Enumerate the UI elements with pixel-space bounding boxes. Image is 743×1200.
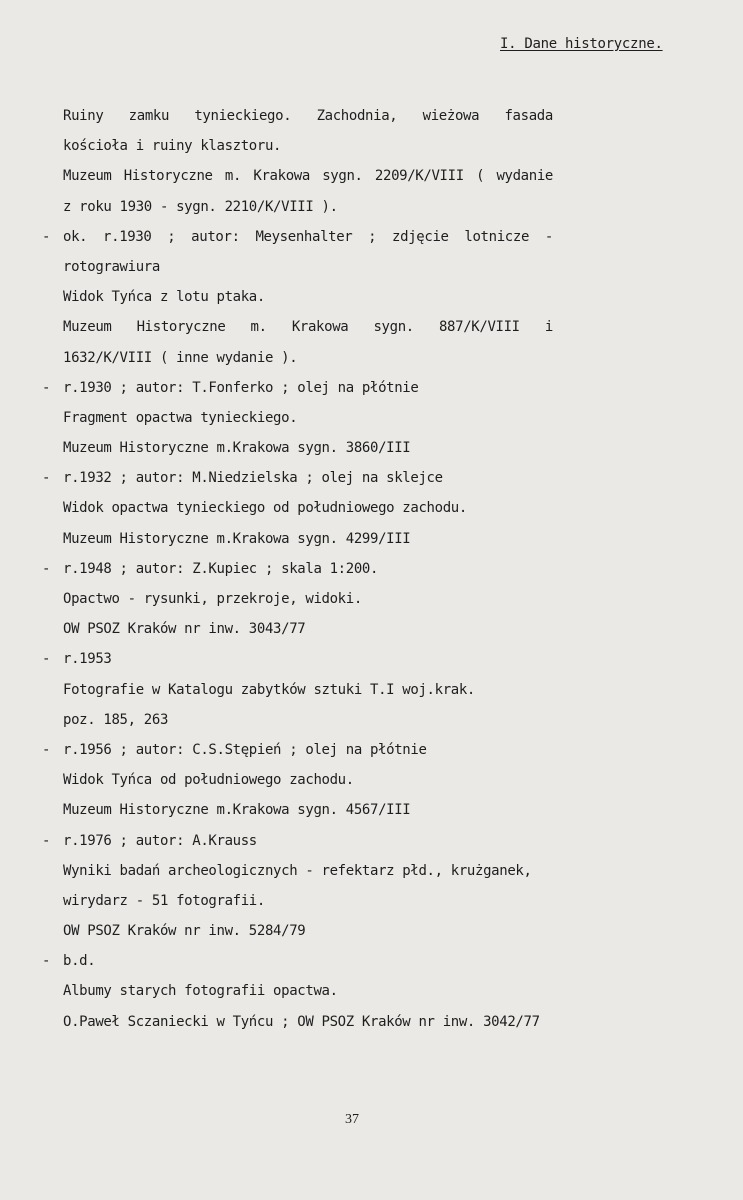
text-line xyxy=(42,287,562,317)
word: Historyczne xyxy=(123,168,213,185)
text-line xyxy=(42,498,562,528)
line-text: Fotografie w Katalogu zabytków sztuki T.I woj.krak. xyxy=(63,681,476,698)
text-line xyxy=(42,831,562,861)
section-header: I. Dane historyczne. xyxy=(500,36,663,52)
list-dash: - xyxy=(42,953,51,970)
line-text: r.1948 ; autor: Z.Kupiec ; skala 1:200. xyxy=(63,560,379,577)
text-line xyxy=(42,861,562,891)
word: Zachodnia, xyxy=(316,108,398,124)
line-text: Albumy starych fotografii opactwa. xyxy=(63,983,338,1000)
text-line xyxy=(42,770,562,800)
word: Muzeum xyxy=(63,168,112,185)
word: 2209/K/VIII xyxy=(374,168,464,185)
line-text: r.1932 ; autor: M.Niedzielska ; olej na sklejce xyxy=(63,470,443,487)
text-line xyxy=(42,438,562,468)
line-text: Fragment opactwa tynieckiego. xyxy=(63,409,298,426)
page-number: 37 xyxy=(345,1112,359,1127)
line-text: Muzeum Historyczne m.Krakowa sygn. 4567/III xyxy=(63,802,411,819)
word: zamku xyxy=(128,108,170,124)
list-dash: - xyxy=(42,379,51,396)
text-line xyxy=(42,197,562,227)
text-line xyxy=(42,257,562,287)
line-text: Wyniki badań archeologicznych - refektarz płd., krużganek, xyxy=(63,862,532,879)
word: ( xyxy=(476,168,485,185)
word: wieżowa xyxy=(422,108,480,124)
word: wydanie xyxy=(496,168,553,185)
text-line xyxy=(42,378,562,408)
word: r.1930 xyxy=(103,228,152,245)
line-text xyxy=(63,317,553,337)
text-line xyxy=(42,710,562,740)
text-line xyxy=(42,619,562,649)
text-line xyxy=(42,227,562,257)
word: ; xyxy=(368,228,377,245)
word: sygn. xyxy=(322,168,363,185)
line-text: r.1930 ; autor: T.Fonferko ; olej na płótnie xyxy=(63,379,419,396)
text-line xyxy=(42,136,562,166)
line-text: OW PSOZ Kraków nr inw. 3043/77 xyxy=(63,621,306,638)
text-line xyxy=(42,951,562,981)
word: ; xyxy=(167,228,176,245)
word: 887/K/VIII xyxy=(438,319,520,336)
line-text xyxy=(63,227,553,247)
line-text: b.d. xyxy=(63,953,96,970)
line-text: Muzeum Historyczne m.Krakowa sygn. 4299/III xyxy=(63,530,411,547)
line-text: kościoła i ruiny klasztoru. xyxy=(63,138,282,155)
word: Ruiny xyxy=(63,108,104,124)
line-text: Opactwo - rysunki, przekroje, widoki. xyxy=(63,591,362,607)
word: Historyczne xyxy=(136,319,226,336)
list-dash: - xyxy=(42,228,51,245)
word: zdjęcie xyxy=(392,228,449,245)
text-line xyxy=(42,891,562,921)
text-line xyxy=(42,649,562,679)
list-dash: - xyxy=(42,832,51,849)
text-line xyxy=(42,106,562,136)
line-text: r.1976 ; autor: A.Krauss xyxy=(63,832,257,849)
list-dash: - xyxy=(42,560,51,577)
line-text: r.1953 xyxy=(63,651,112,668)
word: fasada xyxy=(504,108,553,124)
line-text: poz. 185, 263 xyxy=(63,711,169,728)
line-text: rotograwiura xyxy=(63,258,160,275)
text-line xyxy=(42,348,562,378)
text-line xyxy=(42,680,562,710)
word: - xyxy=(544,228,553,245)
word: autor: xyxy=(191,228,240,245)
word: i xyxy=(544,319,553,336)
line-text: Widok opactwa tynieckiego od południowego zachodu. xyxy=(63,500,467,517)
text-line xyxy=(42,589,562,619)
text-line xyxy=(42,408,562,438)
line-text: r.1956 ; autor: C.S.Stępień ; olej na płótnie xyxy=(63,741,427,758)
text-line xyxy=(42,166,562,196)
list-dash: - xyxy=(42,741,51,758)
word: m. xyxy=(224,168,242,185)
word: Meysenhalter xyxy=(255,228,353,245)
word: lotnicze xyxy=(464,228,530,245)
line-text: OW PSOZ Kraków nr inw. 5284/79 xyxy=(63,923,306,940)
text-line xyxy=(42,529,562,559)
line-text: Widok Tyńca z lotu ptaka. xyxy=(63,289,265,306)
word: m. xyxy=(250,319,267,336)
list-dash: - xyxy=(42,470,51,487)
text-line xyxy=(42,921,562,951)
text-line xyxy=(42,740,562,770)
document-body xyxy=(42,106,562,1042)
line-text: wirydarz - 51 fotografii. xyxy=(63,892,265,909)
text-line xyxy=(42,559,562,589)
line-text xyxy=(63,106,553,126)
word: ok. xyxy=(63,228,88,245)
word: Krakowa xyxy=(291,319,349,336)
text-line xyxy=(42,981,562,1011)
text-line xyxy=(42,1012,562,1042)
line-text xyxy=(63,166,553,186)
line-text: O.Paweł Sczaniecki w Tyńcu ; OW PSOZ Kraków nr inw. 3042/77 xyxy=(63,1013,540,1030)
text-line xyxy=(42,317,562,347)
text-line xyxy=(42,468,562,498)
word: sygn. xyxy=(373,319,414,336)
line-text: Muzeum Historyczne m.Krakowa sygn. 3860/III xyxy=(63,440,411,457)
list-dash: - xyxy=(42,651,51,668)
line-text: Widok Tyńca od południowego zachodu. xyxy=(63,772,354,789)
word: Muzeum xyxy=(63,319,112,336)
line-text: 1632/K/VIII ( inne wydanie ). xyxy=(63,349,298,366)
line-text: z roku 1930 - sygn. 2210/K/VIII ). xyxy=(63,198,338,215)
text-line xyxy=(42,800,562,830)
word: Krakowa xyxy=(253,168,310,185)
word: tynieckiego. xyxy=(194,108,292,124)
